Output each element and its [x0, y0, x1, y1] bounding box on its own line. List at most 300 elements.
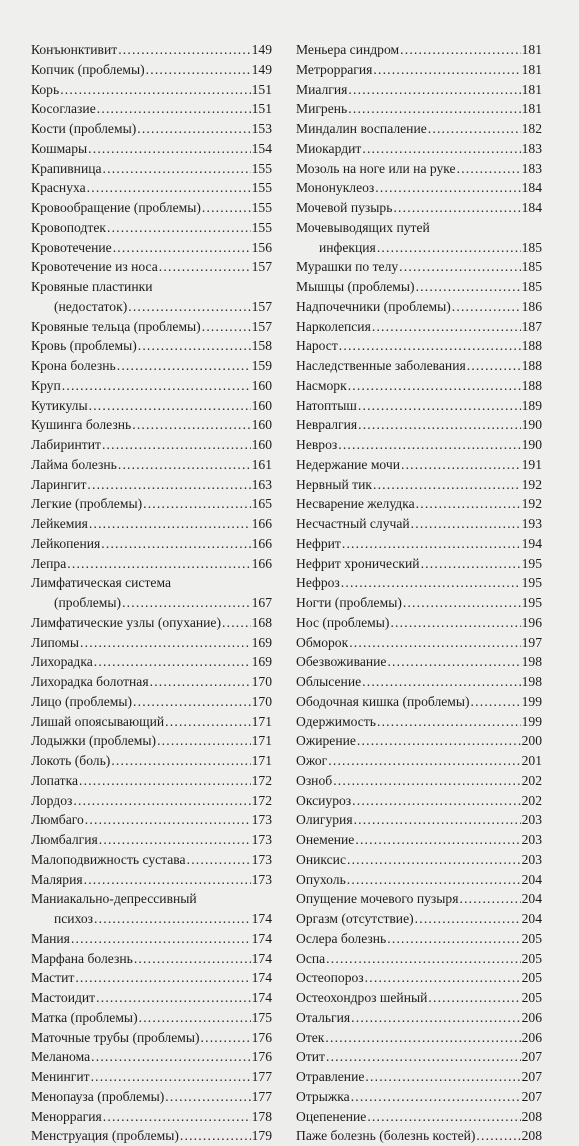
index-entry-line [296, 534, 542, 554]
index-term-continuation: (недостаток) [54, 298, 128, 314]
page-number: 169 [251, 634, 272, 650]
index-term: Нарколепсия [296, 318, 371, 334]
dot-leader [358, 396, 521, 416]
index-entry [296, 751, 542, 771]
dot-leader [107, 218, 251, 238]
index-term: Кровяные пластинки [31, 279, 153, 294]
index-entry-line [296, 909, 542, 929]
index-entry [296, 435, 542, 455]
index-entry-line [296, 396, 542, 416]
index-entry [31, 455, 272, 475]
index-term: Мурашки по телу [296, 259, 399, 275]
index-term: Оргазм (отсутствие) [296, 911, 414, 926]
index-entry-line [31, 712, 272, 732]
index-entry-line [296, 60, 542, 80]
index-term: Лихорадка [31, 654, 93, 670]
index-entry [296, 968, 542, 988]
page-number: 183 [521, 140, 542, 156]
index-term: Люмбаго [31, 812, 84, 828]
page-number: 171 [251, 733, 272, 749]
index-term: Конъюнктивит [31, 42, 118, 57]
page-number: 205 [521, 990, 542, 1005]
index-entry-line [296, 850, 542, 870]
dot-leader [89, 514, 251, 534]
dot-leader [377, 712, 521, 732]
index-entry-line [296, 198, 542, 218]
page-number: 167 [251, 595, 272, 610]
index-entry [296, 1087, 542, 1107]
index-entry [296, 573, 542, 593]
index-entry [296, 1107, 542, 1127]
index-entry [31, 1047, 272, 1067]
dot-leader [341, 573, 521, 593]
page-number: 189 [521, 397, 542, 413]
index-entry-line [31, 60, 272, 80]
index-term: Ногти (проблемы) [296, 595, 402, 610]
dot-leader [377, 238, 521, 258]
index-entry [296, 60, 542, 80]
dot-leader [113, 238, 251, 258]
index-term: Нефрит хронический [296, 555, 420, 571]
dot-leader [399, 257, 520, 277]
index-term: Обезвоживание [296, 654, 387, 670]
page-number: 160 [251, 417, 272, 433]
page-number: 173 [251, 832, 272, 847]
page-number: 154 [251, 140, 272, 156]
index-term: Лордоз [31, 792, 73, 808]
index-entry-line [31, 751, 272, 771]
index-entry-line [31, 554, 272, 574]
index-term: Матка (проблемы) [31, 1009, 138, 1025]
index-entry-line [296, 1067, 542, 1087]
dot-leader [339, 336, 521, 356]
dot-leader [222, 613, 251, 633]
index-entry [31, 317, 272, 337]
page-number: 176 [251, 1049, 272, 1065]
index-entry [31, 850, 272, 870]
index-entry-line [296, 1008, 542, 1028]
index-entry [31, 514, 272, 534]
index-term: Нарост [296, 338, 338, 354]
index-entry-line [296, 40, 542, 60]
index-entry-line [31, 929, 272, 949]
index-entry [31, 257, 272, 277]
index-entry-line [31, 1008, 272, 1028]
index-entry-line [296, 771, 542, 791]
page-number: 166 [251, 555, 272, 571]
index-entry [296, 494, 542, 514]
index-term: Отит [296, 1049, 325, 1065]
dot-leader [351, 1008, 520, 1028]
page-number: 207 [521, 1088, 542, 1104]
page-number: 177 [251, 1069, 272, 1084]
dot-leader [348, 80, 520, 100]
dot-leader [118, 455, 251, 475]
dot-leader [375, 178, 520, 198]
page-number: 155 [251, 219, 272, 235]
dot-leader [99, 830, 251, 850]
dot-leader [457, 159, 521, 179]
dot-leader [387, 929, 520, 949]
index-entry [31, 771, 272, 791]
page-number: 155 [251, 180, 272, 196]
index-entry-line [296, 139, 542, 159]
dot-leader [415, 909, 521, 929]
index-entry [31, 336, 272, 356]
dot-leader [467, 356, 521, 376]
index-entry [296, 870, 542, 890]
index-term: Лейкемия [31, 516, 88, 531]
index-entry [296, 850, 542, 870]
dot-leader [85, 810, 251, 830]
dot-leader [325, 1028, 520, 1048]
dot-leader [91, 1067, 251, 1087]
page-number: 204 [521, 871, 542, 887]
dot-leader [362, 139, 520, 159]
index-entry [296, 297, 542, 317]
index-entry-line [296, 731, 542, 751]
dot-leader [349, 633, 520, 653]
index-term: Лимфатические узлы (опухание) [31, 614, 221, 630]
index-entry [31, 40, 272, 60]
page-number: 190 [521, 437, 542, 452]
dot-leader [352, 791, 520, 811]
index-entry [296, 949, 542, 969]
index-entry [296, 119, 542, 139]
dot-leader [134, 949, 251, 969]
index-entry-line [31, 534, 272, 554]
dot-leader [459, 889, 520, 909]
page-number: 202 [521, 772, 542, 788]
index-term: Мочевыводящих путей [296, 219, 430, 235]
page-number: 181 [521, 101, 542, 117]
dot-leader [201, 1028, 251, 1048]
page-number: 163 [251, 476, 272, 492]
dot-leader [326, 949, 520, 969]
index-term: Малоподвижность сустава [31, 851, 186, 867]
index-term: Люмбалгия [31, 832, 98, 847]
index-entry-line [31, 692, 272, 712]
index-term: Невроз [296, 437, 338, 452]
index-entry-line [296, 238, 542, 258]
index-entry [296, 1067, 542, 1087]
page-number: 196 [521, 614, 542, 630]
index-entry-line [31, 791, 272, 811]
dot-leader [471, 692, 521, 712]
index-entry [31, 1067, 272, 1087]
index-entry [296, 40, 542, 60]
index-entry [296, 554, 542, 574]
index-entry [296, 771, 542, 791]
page-number: 187 [521, 318, 542, 334]
index-entry-line [31, 80, 272, 100]
index-entry-line [31, 396, 272, 416]
index-term: Лайма болезнь [31, 456, 117, 472]
index-term: Ониксис [296, 851, 346, 867]
index-entry-line [31, 633, 272, 653]
page-number: 177 [251, 1088, 272, 1104]
page-number: 156 [251, 239, 272, 255]
page-number: 173 [251, 871, 272, 887]
index-entry [31, 1028, 272, 1048]
index-entry-line [31, 139, 272, 159]
dot-leader [428, 988, 520, 1008]
index-entry-line [296, 475, 542, 495]
index-entry [31, 60, 272, 80]
dot-leader [101, 534, 250, 554]
page-number: 202 [521, 792, 542, 808]
index-term-continuation: инфекция [319, 239, 376, 255]
index-entry-line [31, 988, 272, 1008]
index-column-right [296, 40, 542, 1146]
index-entry-line [31, 949, 272, 969]
index-entry-line [31, 968, 272, 988]
index-entry [296, 613, 542, 633]
dot-leader [103, 1107, 251, 1127]
index-entry [296, 534, 542, 554]
index-entry-line [296, 277, 542, 297]
dot-leader [133, 692, 251, 712]
page-number: 200 [521, 733, 542, 749]
index-entry-line [296, 159, 542, 179]
index-entry [31, 80, 272, 100]
index-entry [31, 159, 272, 179]
index-entry [31, 435, 272, 455]
index-term: Отрыжка [296, 1088, 350, 1104]
page-number: 199 [521, 713, 542, 729]
dot-leader [347, 850, 521, 870]
page-number: 157 [251, 259, 272, 275]
index-term: Миалгия [296, 81, 348, 97]
dot-leader [348, 99, 520, 119]
dot-leader [80, 633, 251, 653]
index-entry-line [31, 475, 272, 495]
index-term: Крона болезнь [31, 358, 116, 373]
dot-leader [137, 119, 250, 139]
index-entry [296, 178, 542, 198]
index-entry [31, 652, 272, 672]
dot-leader [416, 494, 521, 514]
dot-leader [333, 771, 520, 791]
index-entry [31, 1107, 272, 1127]
index-entry [31, 396, 272, 416]
index-entry-line [296, 1107, 542, 1127]
index-term: Менингит [31, 1069, 90, 1084]
index-term: Маниакально-депрессивный [31, 891, 197, 907]
page-number: 190 [521, 417, 542, 433]
dot-leader [117, 356, 251, 376]
page-number: 165 [251, 496, 272, 512]
page-number: 176 [251, 1029, 272, 1045]
index-entry-line [296, 633, 542, 653]
page-number: 203 [521, 832, 542, 847]
dot-leader [367, 1107, 520, 1127]
page-number: 205 [521, 930, 542, 946]
dot-leader [91, 1047, 250, 1067]
page-number: 155 [251, 160, 272, 176]
index-term: Менструация (проблемы) [31, 1128, 179, 1144]
dot-leader [357, 731, 521, 751]
index-entry [296, 731, 542, 751]
index-entry-line [31, 850, 272, 870]
index-entry-line [296, 1126, 542, 1146]
page-number: 158 [251, 338, 272, 354]
page-number: 173 [251, 851, 272, 867]
dot-leader [60, 80, 250, 100]
page-number: 174 [251, 990, 272, 1005]
index-entry [31, 1126, 272, 1146]
page-number: 166 [251, 535, 272, 551]
index-term: Мания [31, 930, 70, 946]
index-entry [296, 909, 542, 929]
index-entry [296, 415, 542, 435]
dot-leader [351, 1087, 521, 1107]
page-number: 171 [251, 753, 272, 768]
index-entry [31, 712, 272, 732]
index-term: Остеохондроз шейный [296, 990, 428, 1005]
index-entry-line [296, 791, 542, 811]
index-entry [296, 692, 542, 712]
index-entry-line [296, 356, 542, 376]
dot-leader [87, 178, 251, 198]
index-entry-line [296, 317, 542, 337]
index-term: Кости (проблемы) [31, 121, 137, 136]
index-term: Мастоидит [31, 990, 96, 1005]
dot-leader [373, 475, 521, 495]
index-term: Краснуха [31, 180, 86, 196]
index-term: Косоглазие [31, 101, 96, 117]
dot-leader [452, 297, 521, 317]
page-number: 175 [251, 1009, 272, 1025]
index-entry [31, 534, 272, 554]
index-term: Мононуклеоз [296, 180, 375, 196]
index-entry-line [31, 356, 272, 376]
index-entry [31, 277, 272, 317]
page-number: 201 [521, 753, 542, 768]
index-term: Отальгия [296, 1009, 351, 1025]
index-entry-line [296, 593, 542, 613]
index-entry-line [31, 455, 272, 475]
index-entry [31, 494, 272, 514]
index-entry [296, 1028, 542, 1048]
index-term: Опухоль [296, 871, 346, 887]
page-number: 185 [521, 279, 542, 294]
page-number: 174 [251, 930, 272, 946]
index-entry-line [31, 613, 272, 633]
index-entry-line [31, 593, 272, 613]
page-number: 182 [521, 121, 542, 136]
page-number: 198 [521, 674, 542, 689]
index-entry [31, 554, 272, 574]
page-number: 199 [521, 693, 542, 709]
index-entry [31, 810, 272, 830]
index-entry-line [296, 968, 542, 988]
page-number: 174 [251, 950, 272, 966]
page-number: 151 [251, 101, 272, 117]
page-number: 195 [521, 555, 542, 571]
index-entry-line [31, 40, 272, 60]
index-term: Наследственные заболевания [296, 358, 466, 373]
dot-leader [67, 554, 250, 574]
page-number: 166 [251, 516, 272, 531]
index-entry-line [31, 435, 272, 455]
dot-leader [150, 672, 251, 692]
index-term: Лопатка [31, 772, 79, 788]
page-number: 186 [521, 298, 542, 314]
index-entry [31, 356, 272, 376]
dot-leader [180, 1126, 251, 1146]
index-entry-line [31, 376, 272, 396]
dot-leader [62, 376, 251, 396]
index-entry [31, 889, 272, 929]
index-entry [296, 929, 542, 949]
index-entry [31, 751, 272, 771]
index-entry [296, 455, 542, 475]
index-entry [31, 988, 272, 1008]
dot-leader [103, 159, 251, 179]
index-entry [296, 396, 542, 416]
dot-leader [87, 475, 250, 495]
dot-leader [187, 850, 251, 870]
index-term: Мастит [31, 970, 75, 986]
index-term: Отравление [296, 1069, 365, 1084]
page-number: 171 [251, 713, 272, 729]
index-entry-line [296, 1087, 542, 1107]
index-entry [296, 652, 542, 672]
index-entry-line [31, 1107, 272, 1127]
index-entry-line [31, 830, 272, 850]
index-term: Менопауза (проблемы) [31, 1088, 165, 1104]
index-entry-line [31, 336, 272, 356]
index-entry-line [296, 830, 542, 850]
index-entry [31, 139, 272, 159]
index-entry [31, 633, 272, 653]
page-number: 183 [521, 160, 542, 176]
index-entry [296, 139, 542, 159]
page-number: 169 [251, 654, 272, 670]
index-entry-line [296, 929, 542, 949]
page-number: 173 [251, 812, 272, 828]
dot-leader [476, 1126, 520, 1146]
index-entry-line [296, 99, 542, 119]
dot-leader [400, 40, 520, 60]
page-number: 203 [521, 812, 542, 828]
index-term: Мозоль на ноге или на руке [296, 160, 456, 176]
dot-leader [139, 1008, 251, 1028]
index-term: Марфана болезнь [31, 950, 133, 966]
index-term: Лодыжки (проблемы) [31, 733, 157, 749]
dot-leader [342, 534, 521, 554]
dot-leader [403, 593, 521, 613]
page-number: 170 [251, 693, 272, 709]
index-term: Оцепенение [296, 1108, 367, 1124]
index-entry-line [31, 731, 272, 751]
index-entry-line [296, 949, 542, 969]
page-number: 188 [521, 377, 542, 393]
index-entry-line [31, 810, 272, 830]
index-term: Лицо (проблемы) [31, 693, 133, 709]
index-term: Надпочечники (проблемы) [296, 298, 451, 314]
index-entry [31, 1087, 272, 1107]
dot-leader [348, 376, 521, 396]
index-term: Кровяные тельца (проблемы) [31, 318, 201, 334]
dot-leader [165, 712, 250, 732]
index-term: Оспа [296, 950, 326, 966]
index-term: Меньера синдром [296, 42, 400, 57]
index-term: Миокардит [296, 140, 362, 156]
index-entry-line [296, 652, 542, 672]
index-term: Миндалин воспаление [296, 121, 427, 136]
